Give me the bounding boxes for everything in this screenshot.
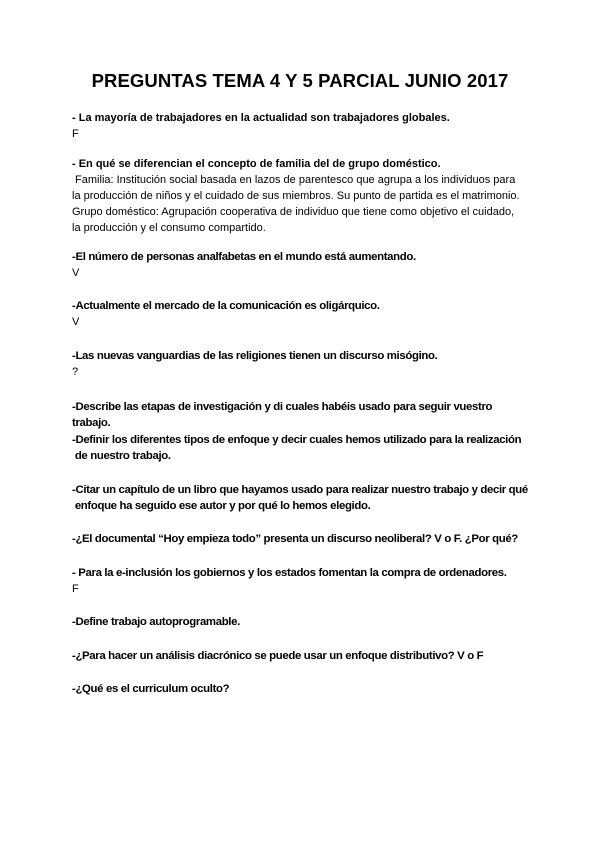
answer: F xyxy=(72,583,79,595)
question-text: -¿Para hacer un análisis diacrónico se puede usar un enfoque distributivo? V o F xyxy=(72,650,484,662)
question-11 xyxy=(72,614,532,630)
page-title: PREGUNTAS TEMA 4 Y 5 PARCIAL JUNIO 2017 xyxy=(91,70,509,91)
answer: ? xyxy=(72,366,79,378)
question-text: - La mayoría de trabajadores en la actualidad son trabajadores globales. xyxy=(72,112,450,124)
question-5 xyxy=(72,348,532,380)
question-text-continued: enfoque ha seguido ese autor y por qué lo hemos elegido. xyxy=(72,500,371,512)
question-9 xyxy=(72,531,532,547)
question-text: -Citar un capítulo de un libro que hayamos usado para realizar nuestro trabajo y decir qué xyxy=(72,484,528,496)
answer: V xyxy=(72,267,80,279)
answer: V xyxy=(72,316,80,328)
question-text: -¿Qué es el curriculum oculto? xyxy=(72,683,230,695)
question-text: -Actualmente el mercado de la comunicación es oligárquico. xyxy=(72,300,380,312)
question-7 xyxy=(72,432,532,464)
question-text: -Definir los diferentes tipos de enfoque y decir cuales hemos utilizado para la realización xyxy=(72,434,522,446)
question-6 xyxy=(72,399,532,431)
question-3 xyxy=(72,249,532,281)
question-text: -Describe las etapas de investigación y di cuales habéis usado para seguir vuestro trabajo. xyxy=(72,401,493,429)
question-1 xyxy=(72,110,532,142)
question-text: -Define trabajo autoprogramable. xyxy=(72,616,240,628)
question-text: -El número de personas analfabetas en el mundo está aumentando. xyxy=(72,251,416,263)
question-text: - En qué se diferencian el concepto de familia del de grupo doméstico. xyxy=(72,158,441,170)
question-10 xyxy=(72,565,532,597)
question-text: - Para la e-inclusión los gobiernos y los estados fomentan la compra de ordenadores. xyxy=(72,567,507,579)
answer: F xyxy=(72,128,79,140)
answer-line: Familia: Institución social basada en lazos de parentesco que agrupa a los individuos para xyxy=(72,174,516,186)
question-13 xyxy=(72,681,532,697)
answer-line: la producción y el consumo compartido. xyxy=(72,222,266,234)
answer-line: Grupo doméstico: Agrupación cooperativa de individuo que tiene como objetivo el cuidado, xyxy=(72,206,515,218)
question-text: -Las nuevas vanguardias de las religiones tienen un discurso misógino. xyxy=(72,350,438,362)
question-text: -¿El documental “Hoy empieza todo” presenta un discurso neoliberal? V o F. ¿Por qué? xyxy=(72,533,518,545)
question-text-continued: de nuestro trabajo. xyxy=(72,450,171,462)
question-12 xyxy=(72,648,532,664)
question-4 xyxy=(72,298,532,330)
answer-line: la producción de niños y el cuidado de sus miembros. Su punto de partida es el matrimonio. xyxy=(72,190,520,202)
question-8 xyxy=(72,482,532,514)
question-2 xyxy=(72,156,532,236)
